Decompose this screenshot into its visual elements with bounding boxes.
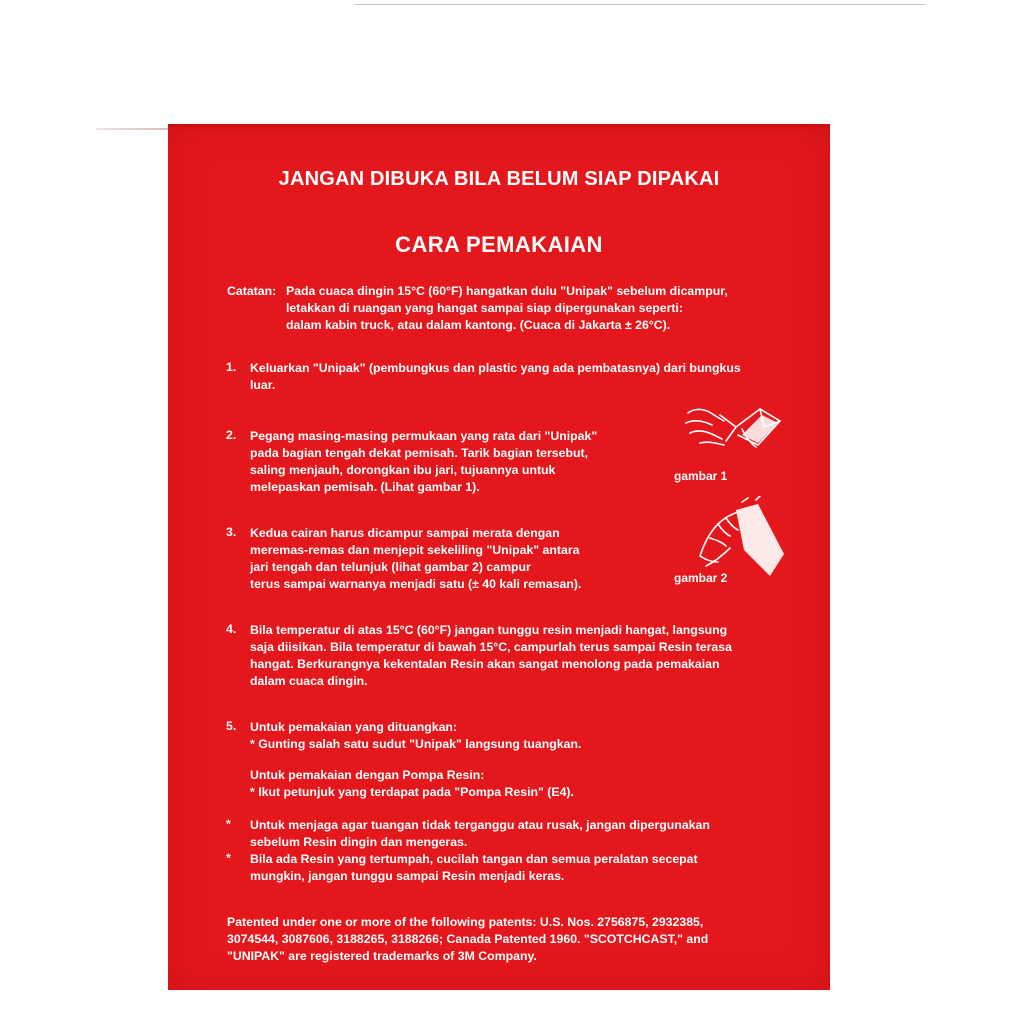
caution-2-text [250, 851, 698, 885]
pump-line: Untuk pemakaian dengan Pompa Resin: [250, 768, 485, 782]
note-text [286, 283, 728, 334]
caution-line: mungkin, jangan tunggu sampai Resin menjadi keras. [250, 869, 565, 883]
step-line: terus sampai warnanya menjadi satu (± 40 kali remasan). [250, 577, 582, 591]
step-number: 5. [226, 719, 237, 733]
step-number: 2. [226, 428, 237, 442]
step-1-text [250, 360, 741, 394]
page-title: CARA PEMAKAIAN [395, 232, 603, 257]
step-line: saja diisikan. Bila temperatur di bawah 15°C, campurlah terus sampai Resin terasa [250, 640, 732, 654]
caution-mark: * [226, 851, 231, 865]
caution-line: sebelum Resin dingin dan mengeras. [250, 835, 468, 849]
patent-footer [227, 914, 708, 965]
step-2-text [250, 428, 597, 496]
note-label: Catatan: [227, 284, 277, 298]
instruction-card [168, 124, 830, 990]
caution-line: Untuk menjaga agar tuangan tidak terganggu atau rusak, jangan dipergunakan [250, 818, 710, 832]
hands-separating-pouch-icon [680, 399, 788, 459]
hand-squeezing-pouch-icon [696, 496, 792, 578]
footer-line: 3074544, 3087606, 3188265, 3188266; Canada Patented 1960. "SCOTCHCAST," and [227, 932, 709, 946]
step-5-text [250, 719, 581, 753]
step-line: luar. [250, 378, 276, 392]
step-line: * Gunting salah satu sudut "Unipak" langsung tuangkan. [250, 737, 582, 751]
step-number: 1. [226, 360, 237, 374]
paper-edge [96, 128, 176, 130]
step-number: 3. [226, 525, 237, 539]
caution-line: Bila ada Resin yang tertumpah, cucilah tangan dan semua peralatan secepat [250, 852, 698, 866]
step-3-text [250, 525, 581, 593]
caution-mark: * [226, 817, 231, 831]
step-number: 4. [226, 622, 237, 636]
pump-line: * Ikut petunjuk yang terdapat pada "Pompa Resin" (E4). [250, 785, 574, 799]
step-line: hangat. Berkurangnya kekentalan Resin akan sangat menolong pada pemakaian [250, 657, 720, 671]
step-line: jari tengah dan telunjuk (lihat gambar 2) campur [250, 560, 531, 574]
step-line: Bila temperatur di atas 15°C (60°F) jangan tunggu resin menjadi hangat, langsung [250, 623, 728, 637]
step-line: melepaskan pemisah. (Lihat gambar 1). [250, 480, 480, 494]
step-line: Pegang masing-masing permukaan yang rata dari "Unipak" [250, 429, 598, 443]
step-4-text [250, 622, 732, 690]
step-line: Untuk pemakaian yang dituangkan: [250, 720, 458, 734]
step-line: pada bagian tengah dekat pemisah. Tarik bagian tersebut, [250, 446, 589, 460]
step-line: dalam cuaca dingin. [250, 674, 368, 688]
footer-line: "UNIPAK" are registered trademarks of 3M Company. [227, 949, 537, 963]
step-line: Keluarkan "Unipak" (pembungkus dan plastic yang ada pembatasnya) dari bungkus [250, 361, 741, 375]
note-line: dalam kabin truck, atau dalam kantong. (Cuaca di Jakarta ± 26°C). [286, 318, 671, 332]
caution-1-text [250, 817, 710, 851]
step-line: Kedua cairan harus dicampur sampai merata dengan [250, 526, 560, 540]
pump-instructions [250, 767, 574, 801]
step-line: meremas-remas dan menjepit sekeliling "Unipak" antara [250, 543, 580, 557]
step-line: saling menjauh, dorongkan ibu jari, tujuannya untuk [250, 463, 556, 477]
scan-edge-line [355, 4, 925, 5]
note-line: Pada cuaca dingin 15°C (60°F) hangatkan dulu "Unipak" sebelum dicampur, [286, 284, 728, 298]
figure-1-caption: gambar 1 [674, 469, 728, 483]
note-line: letakkan di ruangan yang hangat sampai siap dipergunakan seperti: [286, 301, 684, 315]
footer-line: Patented under one or more of the following patents: U.S. Nos. 2756875, 2932385, [227, 915, 704, 929]
warning-heading: JANGAN DIBUKA BILA BELUM SIAP DIPAKAI [278, 168, 720, 190]
figure-2-caption: gambar 2 [674, 571, 728, 585]
